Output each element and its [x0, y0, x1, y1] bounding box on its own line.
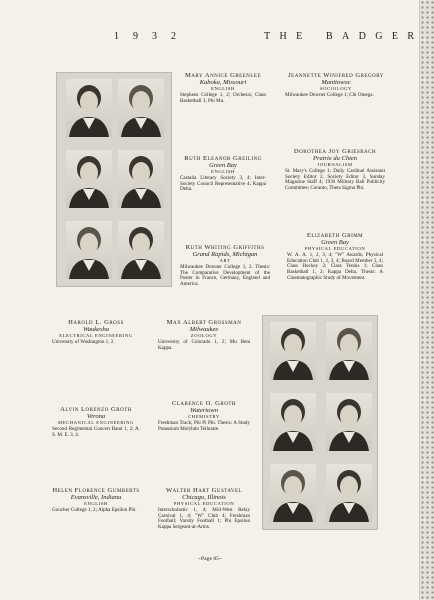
student-name: Ruth Whiting Griffiths [185, 244, 265, 251]
portrait-photo [118, 221, 164, 279]
student-activities: Castalia Literary Society 3, 4; Inter-Society Council Representative 4; Kappa Delta. [180, 175, 266, 193]
student-activities: W. A. A. 1, 2, 3, 4; "W" Awards; Physical Education Club 1, 2, 3, 4; Board Member 3, 4; Class Hockey 2; Class Tennis 1; Class Basketball 1, 2; Kappa Delta. Thesis: A Cinematographic Study of Movement. [287, 252, 383, 281]
student-entry [158, 319, 250, 351]
student-name: Helen Florence Gumberts [52, 487, 140, 494]
portrait-silhouette [118, 150, 164, 208]
student-entry [52, 406, 140, 438]
student-department: ENGLISH [211, 168, 235, 174]
student-activities: University of Washington 1, 2. [52, 339, 115, 346]
portrait-block-lower [262, 315, 378, 530]
portrait-silhouette [326, 393, 372, 451]
student-activities: Freshman Track; Phi Pi Phi. Thesis: A Study Potassium Molybdo Tellurate. [158, 420, 250, 432]
student-department: SOCIOLOGY [320, 85, 352, 91]
student-activities: Second Regimental Concert Band 1, 2; A. S. M. E. 3, 4. [52, 426, 140, 438]
portrait-photo [270, 464, 316, 522]
student-hometown: Manitowoc [321, 79, 351, 87]
portrait-silhouette [326, 464, 372, 522]
student-entry [158, 487, 250, 531]
student-department: ZOOLOGY [190, 332, 218, 338]
portrait-photo [66, 221, 112, 279]
student-department: ENGLISH [84, 500, 108, 506]
student-activities: Milwaukee Downer College 1, 2. Thesis: The Comparative Development of the Poster in France, Germany, England and America. [180, 264, 270, 288]
student-entry [52, 487, 140, 514]
portrait-photo [118, 79, 164, 137]
portrait-silhouette [270, 393, 316, 451]
student-department: ELECTRICAL ENGINEERING [59, 332, 133, 338]
student-name: Clarence O. Groth [171, 400, 237, 407]
student-activities: University of Colorado 1, 2; Mu Beta Kappa. [158, 339, 250, 351]
header-letter: T [264, 31, 271, 42]
portrait-photo [326, 322, 372, 380]
portrait-photo [270, 322, 316, 380]
portrait-photo [326, 393, 372, 451]
student-name: Walter Hart Gustavel [165, 487, 243, 494]
student-name: Dorothea Joy Griesbach [293, 148, 377, 155]
student-hometown: Chicago, Illinois [182, 494, 226, 502]
student-hometown: Waukesha [82, 326, 110, 334]
header-letter: 2 [171, 31, 176, 42]
header-title [264, 31, 414, 42]
portrait-silhouette [66, 150, 112, 208]
student-hometown: Kahoka, Missouri [199, 79, 247, 87]
student-entry [287, 232, 383, 282]
header-letter: 3 [152, 31, 157, 42]
header-letter: 1 [114, 31, 119, 42]
header-year [114, 31, 176, 42]
student-entry [180, 72, 266, 104]
student-hometown: Milwaukee [189, 326, 219, 334]
student-activities: Interscholastic 1, 4; Mid-West Relay Carnival 1, 4; "W" Club 4; Freshman Football; Varsity Football 1; Phi Epsilon Kappa Sergeant-at-Arms. [158, 507, 250, 531]
student-entry [52, 319, 140, 346]
student-hometown: Prairie du Chien [312, 155, 358, 163]
header-letter: E [296, 31, 303, 42]
student-name: Elizabeth Grimm [306, 232, 364, 239]
header-letter: 9 [133, 31, 138, 42]
student-entry [285, 148, 385, 192]
student-department: PHYSICAL EDUCATION [173, 500, 235, 506]
header-letter: B [325, 31, 333, 42]
page-header [114, 31, 414, 42]
header-letter: D [358, 31, 366, 42]
header-letter: R [407, 31, 414, 42]
header-letter: H [279, 31, 287, 42]
student-department: ART [219, 257, 231, 263]
portrait-photo [118, 150, 164, 208]
portrait-silhouette [270, 464, 316, 522]
portrait-silhouette [118, 79, 164, 137]
student-department: ENGLISH [211, 85, 235, 91]
portrait-silhouette [326, 322, 372, 380]
student-hometown: Evansville, Indiana [70, 494, 122, 502]
student-activities: St. Mary's College 1; Daily Cardinal Assistant Society Editor 2, Society Editor 3, Sunday Magazine Staff 4; 1930 Military Ball Publicity Committee; Coranto, Theta Sigma Phi. [285, 168, 385, 192]
student-name: Max Albert Grossman [166, 319, 242, 326]
student-entry [285, 72, 387, 99]
portrait-silhouette [118, 221, 164, 279]
portrait-photo [66, 79, 112, 137]
student-activities: Milwaukee Downer College 1; Chi Omega. [285, 92, 374, 99]
student-name: Mary Annice Greenlee [184, 72, 262, 79]
student-name: Harold L. Gross [68, 319, 124, 326]
student-name: Ruth Eleanor Greiling [184, 155, 262, 162]
header-letter: G [375, 31, 383, 42]
student-department: CHEMISTRY [188, 413, 220, 419]
student-name: Jeannette Winifred Gregory [288, 72, 384, 79]
header-letter: A [342, 31, 350, 42]
student-entry [158, 400, 250, 432]
portrait-block-women [56, 72, 172, 287]
portrait-silhouette [270, 322, 316, 380]
student-entry [180, 155, 266, 193]
student-activities: Goucher College 1, 2; Alpha Epsilon Phi. [52, 507, 137, 514]
page-number: ~Page 85~ [198, 556, 222, 562]
student-activities: Stephens College 1, 2; Orchesis; Class Basketball 3; Phi Mu. [180, 92, 266, 104]
student-hometown: Green Bay [209, 162, 237, 170]
student-hometown: Green Bay [321, 239, 349, 247]
header-letter [312, 31, 317, 42]
decorative-border [419, 0, 434, 600]
header-letter: E [391, 31, 398, 42]
portrait-silhouette [66, 79, 112, 137]
student-department: MECHANICAL ENGINEERING [58, 419, 134, 425]
portrait-photo [66, 150, 112, 208]
student-name: Alvin Lorenzo Groth [60, 406, 132, 413]
portrait-photo [270, 393, 316, 451]
student-hometown: Grand Rapids, Michigan [192, 251, 258, 259]
student-department: JOURNALISM [317, 161, 353, 167]
portrait-silhouette [66, 221, 112, 279]
student-hometown: Verona [86, 413, 106, 421]
portrait-photo [326, 464, 372, 522]
student-entry [180, 244, 270, 288]
student-hometown: Watertown [190, 407, 218, 415]
student-department: PHYSICAL EDUCATION [304, 245, 366, 251]
